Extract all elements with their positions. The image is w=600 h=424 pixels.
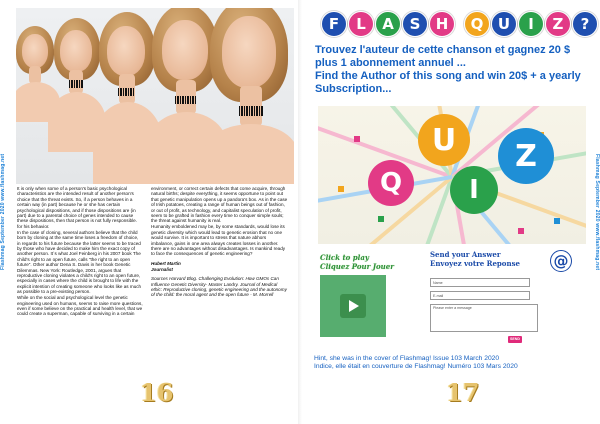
logo-letter: L: [348, 11, 374, 37]
name-field[interactable]: Name: [430, 278, 530, 287]
hint-english: Hint, she was in the cover of Flashmag! Issue 103 March 2020: [314, 355, 500, 362]
quiz-bubble-i: I: [450, 166, 498, 214]
logo-question-mark: ?: [572, 11, 598, 37]
page-number-right: 17: [446, 378, 480, 407]
quiz-headline: [315, 44, 595, 96]
page-number-left: 16: [140, 378, 174, 407]
message-field[interactable]: Please enter a message: [430, 304, 538, 332]
video-label-english: Click to play: [320, 253, 369, 262]
logo-letter: Z: [545, 11, 571, 37]
article-paragraph: While on the social and psychological level the genetic engineering used on humans, seems to raise more questions, even if some believe on the practical and health level, that we could create a superman, capable of surviving in a certain: [17, 295, 143, 317]
video-label-french: Cliquez Pour Jouer: [320, 262, 394, 271]
headline-english: Find the Author of this song and win 20$ + a yearly Subscription...: [315, 70, 581, 95]
right-page: [300, 0, 600, 424]
article-column-1: [17, 186, 143, 317]
quiz-bubble-q: Q: [368, 160, 414, 206]
logo-letter: F: [321, 11, 347, 37]
article-paragraph: In the case of cloning, several authors believe that the child born by cloning at the same time loses a freedom of choice, in regards to his future because the latter seems to be traced by those who have decided to make him the exact copy of another person. It`s what Joel Feinberg in his 2007 book The child's right to an open future, calls "the right to an open future". Other author Dena S. Davis in her book Genetic Dilemmas. New York: Routledge, 2001, argues that reproductive cloning violates a child's right to an open future, especially in cases where the child is brought to life with the explicit intention of creating someone who looks like as much as possible to a pre-existing person.: [17, 229, 142, 295]
form-title-english: Send your Answer: [430, 250, 501, 259]
article-paragraph: Humanity emboldened may be, by some standards, would lose its genetic diversity which would lead to genetic erosion that no one would survive. It is important to stress that nature abhors imbalance, gains in one area always creates losses in another. there are no advantages without disadvantages. Is mankind ready to face the consequences of genetic engineering?: [151, 224, 286, 257]
logo-letter: S: [402, 11, 428, 37]
logo-letter: H: [429, 11, 455, 37]
hint-french: Indice, elle était en couverture de Flashmag! Numéro 103 Mars 2020: [314, 363, 518, 371]
logo-letter: U: [491, 11, 517, 37]
left-edge-strip: [0, 0, 10, 424]
logo-letter: Q: [464, 11, 490, 37]
article-sources: Sources Harvard Blog. Challenging Evolution: How GMOs Can Influence Genetic Diversity- Master Landry. Journal of Medical ethic: Reproductive cloning, genetic engineering and the autonomy of the child: the moral agent and the open future - M. Morrell: [151, 276, 287, 298]
quiz-hint: [314, 355, 600, 372]
quiz-bubble-u: U: [418, 114, 470, 166]
article-column-2: [151, 186, 289, 298]
quiz-illustration: [318, 106, 586, 244]
answer-form: [426, 250, 592, 354]
send-button[interactable]: SEND: [510, 337, 520, 341]
spread-gutter: [298, 0, 302, 424]
article-paragraph: It is only when some of a person's basic psychological characteristics are the intended result of another person's choice that the threat exists. So, if a person behaves in a certain way (in part) because he or she has certain psychological dispositions, and if those dispositions are (in part) due to a parental choice of genes intended to cause these dispositions, then that person is not fully responsible. for his behavior.: [17, 186, 138, 229]
left-edge-text: Flashmag September 2020 www.flashmag.net: [0, 153, 6, 271]
headline-french: Trouvez l'auteur de cette chanson et gagnez 20 $ plus 1 abonnement annuel ...: [315, 44, 571, 69]
video-player[interactable]: [320, 253, 418, 341]
play-button[interactable]: [340, 294, 366, 318]
quiz-bubble-z: Z: [498, 128, 554, 184]
form-title: [430, 250, 520, 268]
article-paragraph: environment, or correct certain defects that come acquire, through natural births; despite everything, it seems opportune to point out that genetic manipulation opens up a pandora's box. As in the case of Irish potatoes, creating a range of human beings out of fashion, or out of profit, as technology, and capitalist speculation of profit, seem to be grafted in fashion every time to conquer simple souls; the threat against humanity is real.: [151, 186, 288, 224]
video-thumbnail[interactable]: [320, 275, 386, 337]
logo-letter: I: [518, 11, 544, 37]
cloned-women-photo: [16, 8, 294, 184]
play-icon: [349, 300, 359, 312]
logo-letter: A: [375, 11, 401, 37]
form-title-french: Envoyez votre Reponse: [430, 259, 520, 268]
flash-quiz-logo: [321, 8, 599, 40]
author-name: Hubert Martin: [151, 260, 181, 266]
email-field[interactable]: E-mail: [430, 291, 530, 300]
at-sign-icon: @: [550, 250, 572, 272]
right-edge-text: Flashmag September 2020 www.flashmag.net: [594, 153, 600, 271]
author-role: Journalist: [151, 266, 173, 272]
